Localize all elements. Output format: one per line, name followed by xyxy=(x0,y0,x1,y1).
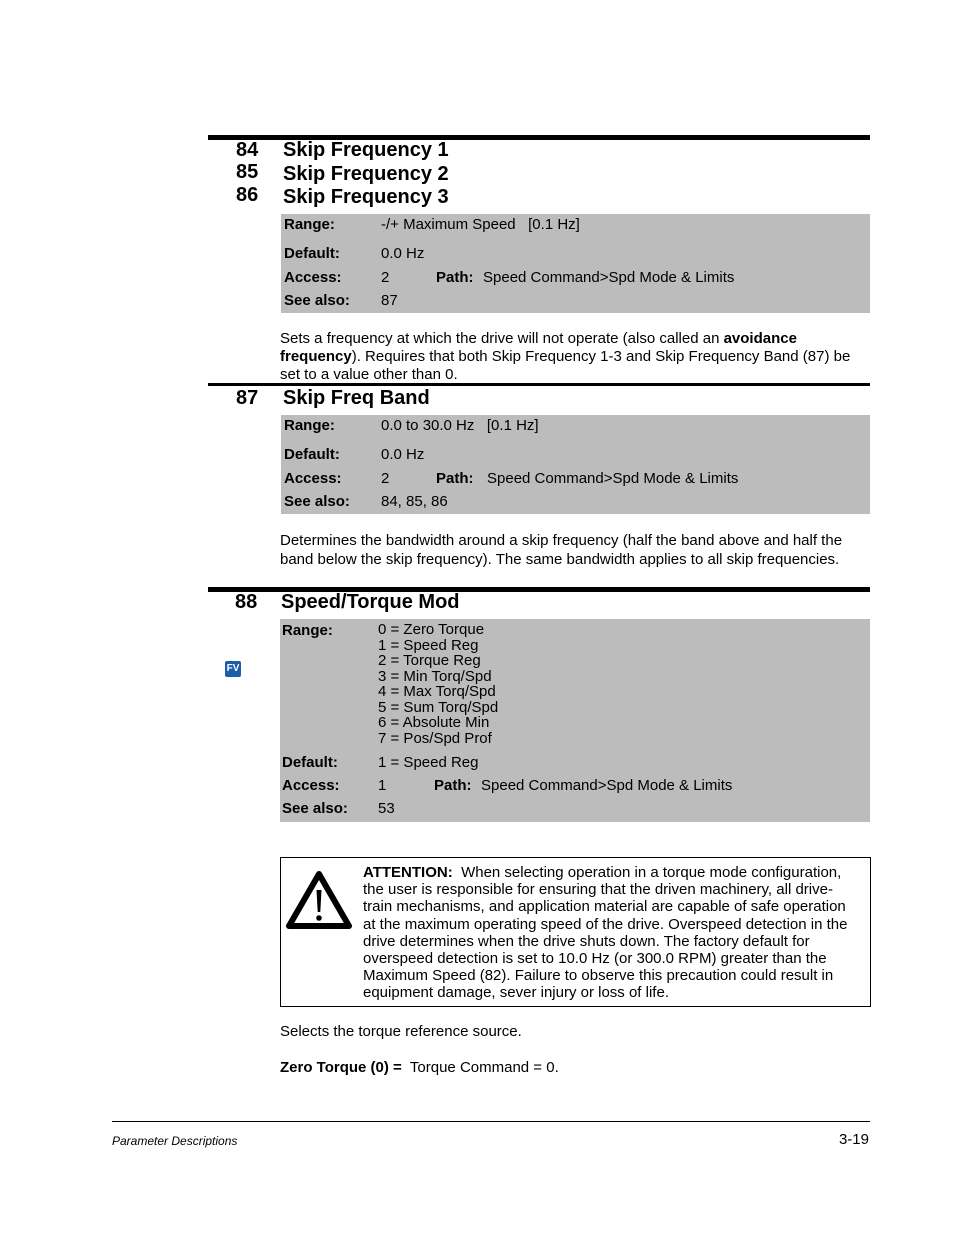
param-title-84: Skip Frequency 1 xyxy=(283,139,449,161)
seealso-label: See also: xyxy=(284,493,350,510)
param-description: Sets a frequency at which the drive will not operate (also called an avoidance frequency). Requires that both Skip Frequency 1-3 and Skip Frequency Band (87) be set to a value other than 0. xyxy=(280,330,851,383)
access-label: Access: xyxy=(284,470,342,487)
attention-box xyxy=(280,857,871,1007)
access-value: 1 xyxy=(378,777,387,794)
range-option: 1 = Speed Reg xyxy=(378,636,479,654)
param-number-87: 87 xyxy=(236,387,259,409)
path-label: Path: xyxy=(436,269,474,286)
range-label: Range: xyxy=(284,216,335,233)
range-option: 4 = Max Torq/Spd xyxy=(378,683,496,700)
range-option: 7 = Pos/Spd Prof xyxy=(378,729,492,747)
param-number-84: 84 xyxy=(236,139,259,161)
section-rule xyxy=(208,383,870,386)
path-label: Path: xyxy=(436,470,474,487)
param-title-87: Skip Freq Band xyxy=(283,387,430,409)
param-title-88: Speed/Torque Mod xyxy=(281,591,460,613)
access-label: Access: xyxy=(284,269,342,286)
default-label: Default: xyxy=(284,245,340,262)
param-number-86: 86 xyxy=(236,184,259,206)
default-value: 0.0 Hz xyxy=(381,446,425,463)
range-label: Range: xyxy=(282,622,333,639)
range-option: 5 = Sum Torq/Spd xyxy=(378,698,499,716)
param-info-box xyxy=(281,415,870,514)
range-value: -/+ Maximum Speed [0.1 Hz] xyxy=(381,216,580,233)
warning-triangle-icon xyxy=(285,868,353,932)
zero-torque-line: Zero Torque (0) = Torque Command = 0. xyxy=(280,1059,559,1076)
fv-badge-icon: FV xyxy=(225,661,241,677)
range-option: 3 = Min Torq/Spd xyxy=(378,667,492,685)
range-option: 2 = Torque Reg xyxy=(378,652,481,669)
page-number: 3-19 xyxy=(838,1131,869,1148)
default-label: Default: xyxy=(282,754,338,771)
seealso-label: See also: xyxy=(282,800,348,817)
path-label: Path: xyxy=(434,777,472,794)
path-value: Speed Command>Spd Mode & Limits xyxy=(481,777,733,794)
param-number-88: 88 xyxy=(235,591,258,613)
footer-section-name: Parameter Descriptions xyxy=(112,1134,238,1148)
param-number-85: 85 xyxy=(236,161,259,183)
param-title-86: Skip Frequency 3 xyxy=(283,186,449,208)
param-description: Determines the bandwidth around a skip frequency (half the band above and half the band below the skip frequency). The same bandwidth applies to all skip frequencies. xyxy=(280,532,843,568)
access-label: Access: xyxy=(282,777,340,794)
default-value: 1 = Speed Reg xyxy=(378,754,479,771)
range-label: Range: xyxy=(284,417,335,434)
path-value: Speed Command>Spd Mode & Limits xyxy=(487,470,739,487)
access-value: 2 xyxy=(381,470,390,487)
attention-text: ATTENTION: When selecting operation in a torque mode configuration, the user is responsible for ensuring that the driven machinery, all drive-train mechanisms, and application material are capable of safe operation at the maximum operating speed of the drive. Overspeed detection in the drive determines when the drive shuts down. The factory default for overspeed detection is set to 10.0 Hz (or 300.0 RPM) greater than the Maximum Speed (82). Failure to observe this precaution could result in equipment damage, sever injury or loss of life. xyxy=(363,864,848,1002)
default-value: 0.0 Hz xyxy=(381,245,425,262)
access-value: 2 xyxy=(381,269,390,286)
default-label: Default: xyxy=(284,446,340,463)
range-option: 0 = Zero Torque xyxy=(378,621,485,638)
seealso-value: 53 xyxy=(378,800,395,817)
range-value: 0.0 to 30.0 Hz [0.1 Hz] xyxy=(381,417,539,434)
seealso-label: See also: xyxy=(284,292,350,309)
seealso-value: 87 xyxy=(381,292,398,309)
footer-rule xyxy=(112,1121,870,1122)
range-options-list xyxy=(378,622,498,746)
selects-text: Selects the torque reference source. xyxy=(280,1023,522,1040)
param-title-85: Skip Frequency 2 xyxy=(283,163,449,185)
seealso-value: 84, 85, 86 xyxy=(381,493,448,510)
path-value: Speed Command>Spd Mode & Limits xyxy=(483,269,735,286)
range-option: 6 = Absolute Min xyxy=(378,714,490,731)
